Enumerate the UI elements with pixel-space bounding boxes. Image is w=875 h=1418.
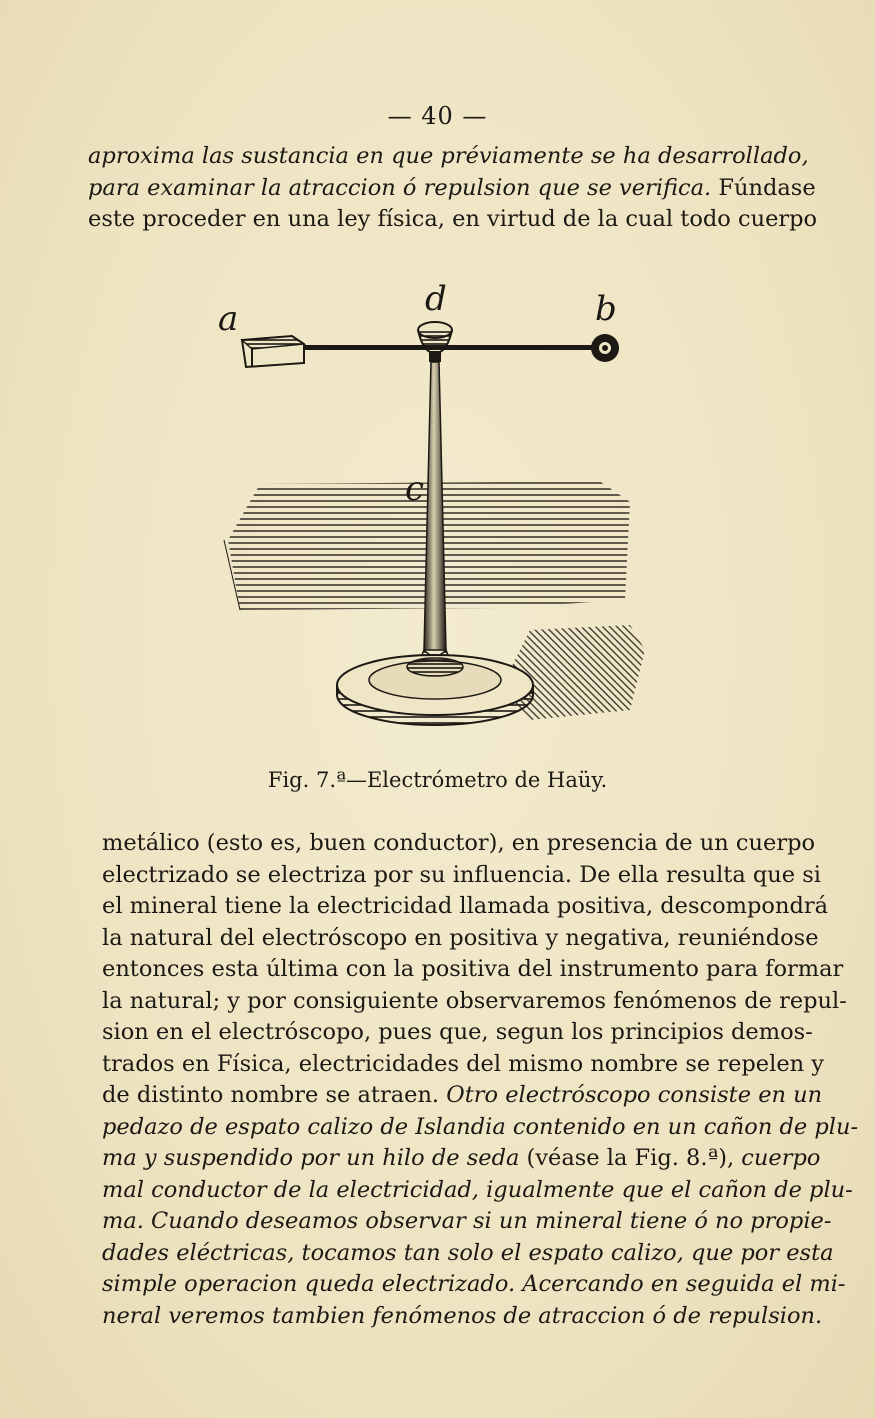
- text-line: [102, 1238, 834, 1270]
- text-line: [88, 173, 816, 205]
- text-line: [88, 141, 809, 173]
- text-line: [102, 1175, 853, 1207]
- text-segment: la natural; y por consiguiente observaremos fenómenos de repul-: [102, 987, 847, 1014]
- italic-text-segment: ma. Cuando deseamos observar si un mineral tiene ó no propie-: [102, 1208, 832, 1234]
- text-segment: (véase la Fig. 8.ª),: [519, 1145, 742, 1171]
- italic-text-segment: mal conductor de la electricidad, igualmente que el cañon de plu-: [102, 1176, 853, 1203]
- element-a-block: [242, 336, 304, 367]
- italic-text-segment: Otro electróscopo consiste en un: [446, 1082, 823, 1108]
- page-number: — 40 —: [387, 102, 488, 130]
- text-line: [102, 986, 847, 1018]
- text-segment: entonces esta última con la positiva del instrumento para formar: [102, 956, 844, 982]
- text-segment: el mineral tiene la electricidad llamada positiva, descompondrá: [102, 893, 829, 919]
- figure-caption: Fig. 7.ª—Electrómetro de Haüy.: [267, 768, 608, 792]
- text-line: [102, 923, 819, 955]
- text-segment: este proceder en una ley física, en virtud de la cual todo cuerpo: [88, 206, 818, 232]
- label-a: a: [218, 299, 239, 339]
- text-line: [102, 1112, 859, 1144]
- text-segment: sion en el electróscopo, pues que, segun los principios demos-: [102, 1019, 813, 1045]
- italic-text-segment: dades eléctricas, tocamos tan solo el espato calizo, que por esta: [102, 1239, 834, 1266]
- text-line: [102, 1017, 813, 1049]
- text-line: [102, 1301, 823, 1333]
- top-paragraph: [88, 141, 818, 236]
- electrometer-figure: [200, 270, 670, 750]
- text-line: [102, 1049, 824, 1081]
- element-d-cap: [418, 322, 452, 362]
- text-line: [102, 954, 844, 986]
- italic-text-segment: pedazo de espato calizo de Islandia contenido en un cañon de plu-: [102, 1113, 859, 1140]
- italic-text-segment: simple operacion queda electrizado. Acercando en seguida el mi-: [102, 1271, 846, 1297]
- italic-text-segment: aproxima las sustancia en que préviamente se ha desarrollado,: [88, 143, 809, 169]
- text-line: [88, 204, 818, 236]
- text-line: [102, 1269, 846, 1301]
- italic-text-segment: para examinar la atraccion ó repulsion que se verifica.: [88, 174, 712, 201]
- text-segment: la natural del electróscopo en positiva y negativa, reuniéndose: [102, 924, 819, 951]
- italic-text-segment: neral veremos tambien fenómenos de atraccion ó de repulsion.: [102, 1302, 823, 1329]
- label-d: d: [425, 279, 447, 319]
- text-segment: de distinto nombre se atraen.: [102, 1082, 447, 1108]
- element-b-ball: [591, 334, 619, 362]
- text-line: [102, 860, 822, 892]
- text-segment: metálico (esto es, buen conductor), en presencia de un cuerpo: [102, 830, 816, 856]
- label-c: c: [405, 469, 425, 509]
- electrometer-illustration: [200, 270, 670, 750]
- text-segment: Fúndase: [711, 174, 816, 201]
- italic-text-segment: ma y suspendido por un hilo de seda: [102, 1145, 520, 1171]
- text-line: [102, 1143, 821, 1175]
- bottom-paragraph: [102, 828, 859, 1332]
- italic-text-segment: cuerpo: [741, 1145, 821, 1171]
- text-line: [102, 828, 816, 860]
- text-line: [102, 1206, 832, 1238]
- electrometer-base: [337, 655, 533, 725]
- text-line: [102, 1080, 823, 1112]
- text-line: [102, 891, 829, 923]
- text-segment: trados en Física, electricidades del mismo nombre se repelen y: [102, 1050, 824, 1077]
- label-b: b: [595, 289, 617, 329]
- element-c-stem: [424, 362, 446, 650]
- text-segment: electrizado se electriza por su influencia. De ella resulta que si: [102, 861, 822, 888]
